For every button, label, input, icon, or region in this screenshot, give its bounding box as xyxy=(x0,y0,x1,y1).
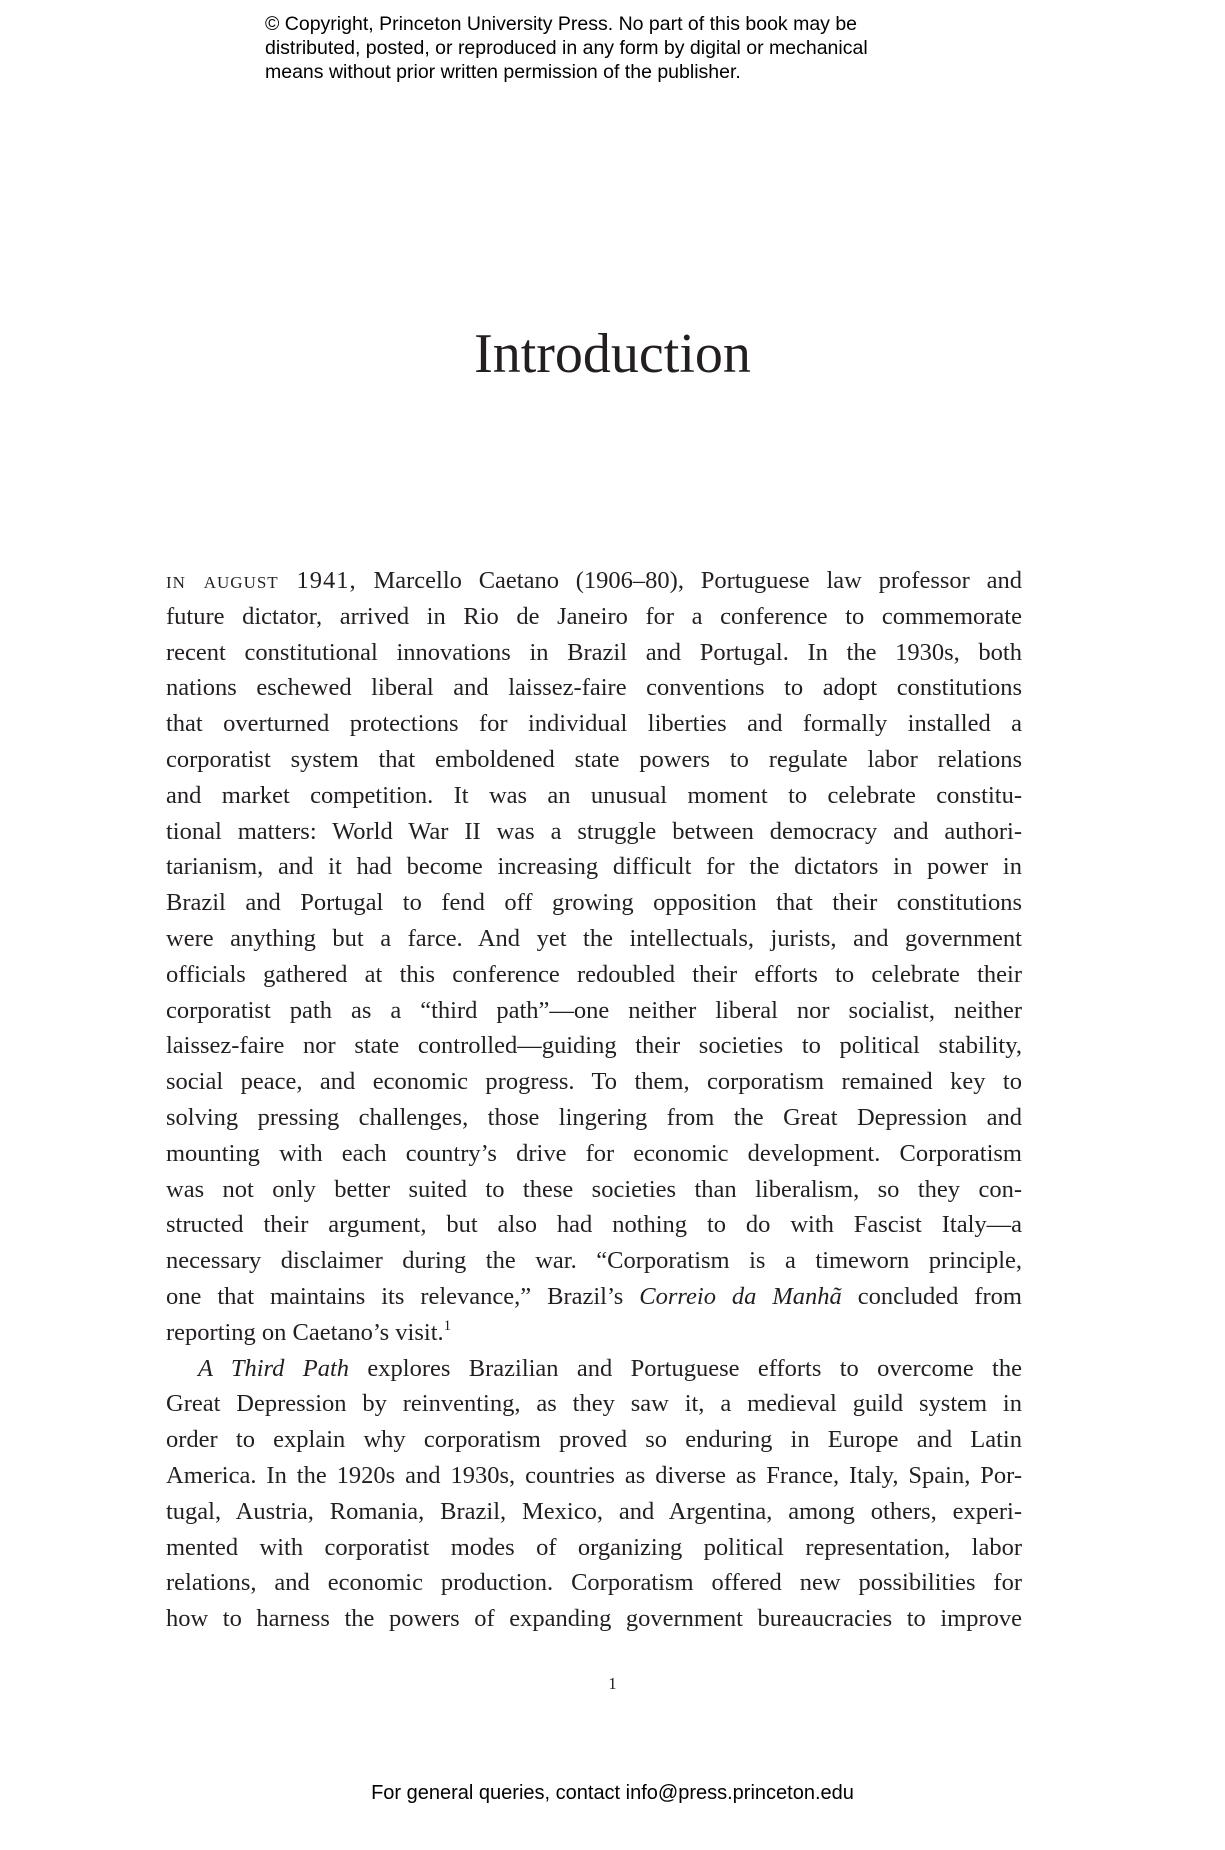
chapter-title: Introduction xyxy=(474,323,751,385)
page-number: 1 xyxy=(608,1674,617,1693)
text-segment: mounting with each country’s drive for economic development. Corporatism xyxy=(166,1139,1022,1167)
text-segment: explores Brazilian and Portuguese efforts to overcome the xyxy=(349,1354,1022,1382)
text-line xyxy=(166,1100,1022,1136)
text-line xyxy=(166,1351,1022,1387)
text-line xyxy=(166,1601,1022,1637)
text-segment: reporting on Caetano’s visit. xyxy=(166,1318,444,1346)
text-segment: relations, and economic production. Corporatism offered new possibilities for xyxy=(166,1569,1022,1597)
text-segment: that overturned protections for individual liberties and formally installed a xyxy=(166,710,1022,738)
text-segment: future dictator, arrived in Rio de Janeiro for a conference to commemorate xyxy=(166,602,1022,630)
text-segment: Brazil and Portugal to fend off growing opposition that their constitutions xyxy=(166,889,1022,917)
italic-title: A Third Path xyxy=(198,1354,350,1382)
text-line xyxy=(166,1243,1022,1279)
text-segment: laissez-faire nor state controlled—guiding their societies to political stability, xyxy=(166,1032,1022,1060)
text-segment: nations eschewed liberal and laissez-faire conventions to adopt constitutions xyxy=(166,674,1022,702)
text-segment: tugal, Austria, Romania, Brazil, Mexico, and Argentina, among others, experi- xyxy=(166,1497,1022,1525)
text-line xyxy=(166,814,1022,850)
text-line xyxy=(166,1530,1022,1566)
text-line xyxy=(166,957,1022,993)
text-segment: solving pressing challenges, those lingering from the Great Depression and xyxy=(166,1103,1022,1131)
chapter-body xyxy=(166,563,1022,1637)
text-segment: concluded from xyxy=(841,1282,1022,1310)
text-segment: tional matters: World War II was a struggle between democracy and authori- xyxy=(166,817,1022,845)
text-line xyxy=(166,742,1022,778)
text-line xyxy=(166,1136,1022,1172)
text-segment: were anything but a farce. And yet the intellectuals, jurists, and government xyxy=(166,924,1022,952)
text-line xyxy=(166,1494,1022,1530)
copyright-notice xyxy=(265,12,985,84)
text-segment: necessary disclaimer during the war. “Corporatism is a timeworn principle, xyxy=(166,1247,1022,1275)
text-segment: and market competition. It was an unusual moment to celebrate constitu- xyxy=(166,781,1022,809)
text-segment: social peace, and economic progress. To them, corporatism remained key to xyxy=(166,1068,1022,1096)
text-segment: officials gathered at this conference redoubled their efforts to celebrate their xyxy=(166,960,1022,988)
text-line xyxy=(166,706,1022,742)
text-segment: America. In the 1920s and 1930s, countries as diverse as France, Italy, Spain, Por- xyxy=(166,1461,1022,1489)
text-segment: recent constitutional innovations in Brazil and Portugal. In the 1930s, both xyxy=(166,638,1022,666)
footnote-marker: 1 xyxy=(443,1317,452,1334)
small-caps-opening: in august 1941, xyxy=(166,567,357,594)
text-line xyxy=(166,1064,1022,1100)
text-line xyxy=(166,993,1022,1029)
text-line xyxy=(166,885,1022,921)
text-line xyxy=(166,1565,1022,1601)
text-segment: Great Depression by reinventing, as they saw it, a medieval guild system in xyxy=(166,1390,1022,1418)
text-segment: was not only better suited to these societies than liberalism, so they con- xyxy=(166,1175,1022,1203)
text-line xyxy=(166,670,1022,706)
text-line xyxy=(166,1172,1022,1208)
text-segment: how to harness the powers of expanding government bureaucracies to improve xyxy=(166,1605,1022,1633)
text-line xyxy=(166,1386,1022,1422)
text-segment: one that maintains its relevance,” Brazil’s xyxy=(166,1282,640,1310)
text-line xyxy=(166,1458,1022,1494)
text-segment: order to explain why corporatism proved so enduring in Europe and Latin xyxy=(166,1426,1022,1454)
text-line xyxy=(166,635,1022,671)
text-line xyxy=(166,1422,1022,1458)
text-segment: Marcello Caetano (1906–80), Portuguese law professor and xyxy=(356,567,1023,594)
text-line xyxy=(166,599,1022,635)
italic-title: Correio da Manhã xyxy=(639,1282,842,1310)
copyright-line: means without prior written permission of the publisher. xyxy=(265,61,741,83)
text-line xyxy=(166,563,1022,599)
copyright-line: © Copyright, Princeton University Press. No part of this book may be xyxy=(265,13,858,35)
footer-contact: For general queries, contact info@press.princeton.edu xyxy=(371,1782,854,1804)
text-line xyxy=(166,1279,1022,1315)
text-segment: corporatist path as a “third path”—one neither liberal nor socialist, neither xyxy=(166,996,1022,1024)
text-line xyxy=(166,1028,1022,1064)
text-line xyxy=(166,1315,1022,1351)
text-line xyxy=(166,778,1022,814)
text-segment: structed their argument, but also had nothing to do with Fascist Italy—a xyxy=(166,1211,1022,1239)
copyright-line: distributed, posted, or reproduced in any form by digital or mechanical xyxy=(265,37,868,59)
text-line xyxy=(166,1207,1022,1243)
text-line xyxy=(166,921,1022,957)
text-segment: tarianism, and it had become increasing difficult for the dictators in power in xyxy=(166,853,1022,881)
text-line xyxy=(166,849,1022,885)
text-segment: corporatist system that emboldened state powers to regulate labor relations xyxy=(166,745,1022,773)
text-segment: mented with corporatist modes of organizing political representation, labor xyxy=(166,1533,1022,1561)
